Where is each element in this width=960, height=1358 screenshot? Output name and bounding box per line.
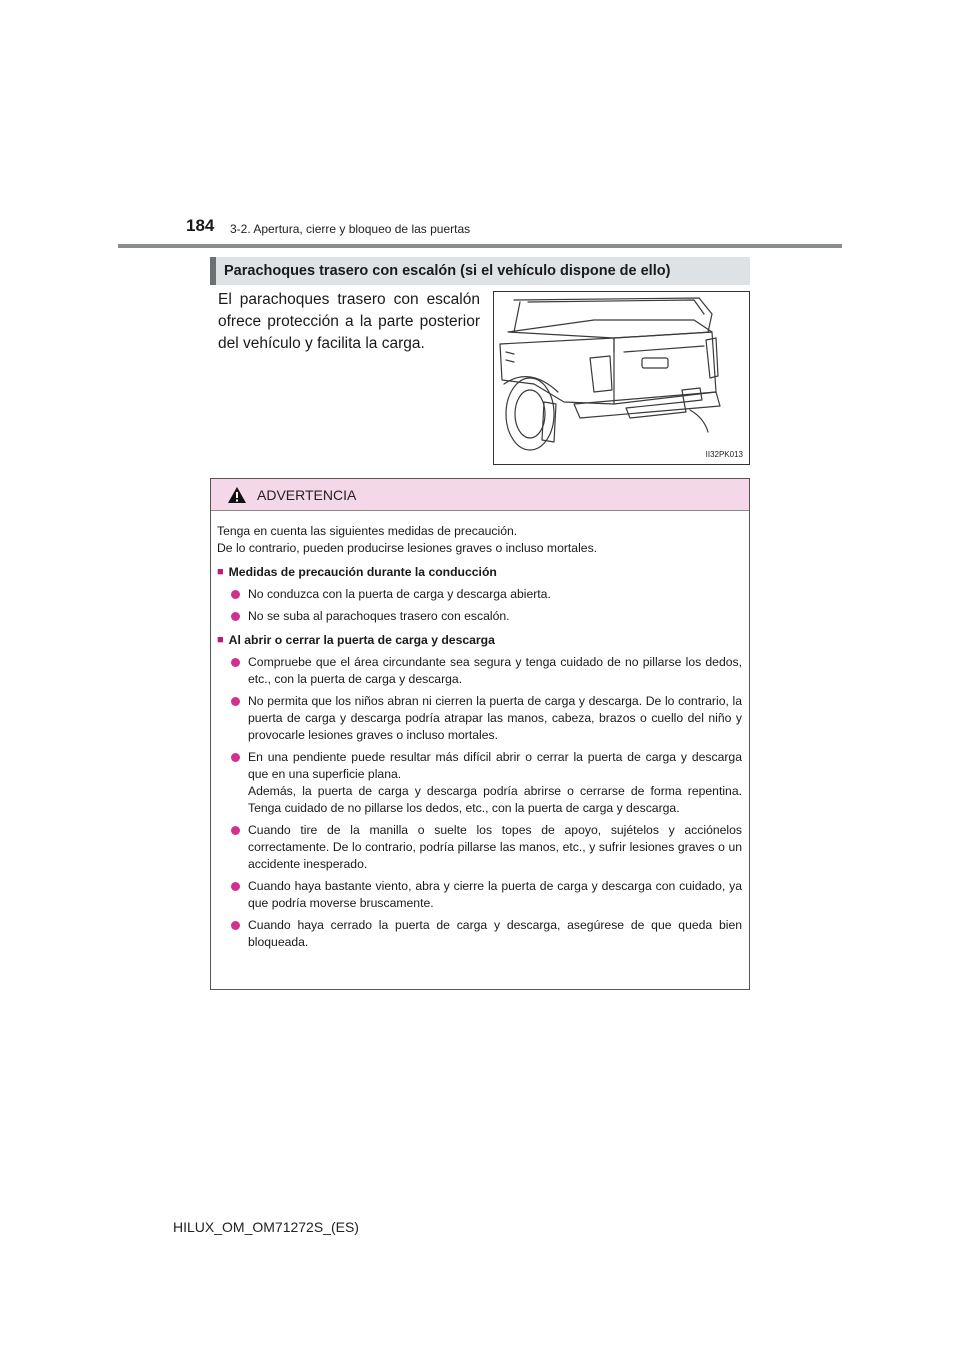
- warning-triangle-icon: [227, 486, 247, 504]
- warning-item: [217, 917, 742, 951]
- warning-item-text: No se suba al parachoques trasero con escalón.: [248, 609, 510, 623]
- warning-item: [217, 654, 742, 688]
- warning-item-text: Cuando haya bastante viento, abra y cierre la puerta de carga y descarga con cuidado, ya que podría moverse bruscamente.: [248, 879, 742, 910]
- warning-item-text: Cuando tire de la manilla o suelte los topes de apoyo, sujételos y acciónelos correctamente. De lo contrario, podría pillarse las manos, etc., y sufrir lesiones graves o un accidente inesperado.: [248, 823, 742, 871]
- warning-item: [217, 693, 742, 744]
- warning-item: [217, 822, 742, 873]
- square-bullet-icon: ■: [217, 566, 224, 578]
- document-code: HILUX_OM_OM71272S_(ES): [173, 1219, 359, 1235]
- warning-subheading: [217, 564, 742, 581]
- header-rule: [118, 244, 842, 248]
- circle-bullet-icon: [231, 590, 240, 599]
- pickup-rear-drawing: [494, 292, 749, 464]
- warning-item-text: En una pendiente puede resultar más difícil abrir o cerrar la puerta de carga y descarga que en una superficie plana. Además, la puerta de carga y descarga podría abrirse o cerrarse de forma repentina. Tenga cuidado de no pillarse los dedos, etc., con la puerta de carga y descarga.: [248, 750, 742, 815]
- circle-bullet-icon: [231, 921, 240, 930]
- warning-item-text: Cuando haya cerrado la puerta de carga y descarga, asegúrese de que queda bien bloqueada.: [248, 918, 742, 949]
- warning-body: [211, 511, 749, 951]
- warning-item-text: No conduzca con la puerta de carga y descarga abierta.: [248, 587, 551, 601]
- square-bullet-icon: ■: [217, 634, 224, 646]
- section-intro: El parachoques trasero con escalón ofrece protección a la parte posterior del vehículo y facilita la carga.: [218, 291, 480, 352]
- circle-bullet-icon: [231, 658, 240, 667]
- warning-item: [217, 608, 742, 625]
- section-path: 3-2. Apertura, cierre y bloqueo de las puertas: [230, 222, 471, 236]
- warning-intro-line: Tenga en cuenta las siguientes medidas de precaución.: [217, 524, 518, 538]
- circle-bullet-icon: [231, 697, 240, 706]
- circle-bullet-icon: [231, 753, 240, 762]
- warning-item: [217, 586, 742, 603]
- warning-item: [217, 878, 742, 912]
- circle-bullet-icon: [231, 826, 240, 835]
- truck-rear-step-bumper-illustration: [493, 291, 750, 465]
- warning-item-text: Compruebe que el área circundante sea segura y tenga cuidado de no pillarse los dedos, etc., con la puerta de carga y descarga.: [248, 655, 742, 686]
- subheading-text: Al abrir o cerrar la puerta de carga y descarga: [228, 633, 495, 647]
- warning-title: ADVERTENCIA: [257, 486, 357, 503]
- warning-item-text: No permita que los niños abran ni cierren la puerta de carga y descarga. De lo contrario, la puerta de carga y descarga podría atrapar las manos, cabeza, brazos o cuello del niño y provocarle lesiones graves o incluso mortales.: [248, 694, 742, 742]
- circle-bullet-icon: [231, 882, 240, 891]
- warning-header: [211, 479, 749, 511]
- page-number: 184: [186, 216, 215, 235]
- warning-subheading: [217, 632, 742, 649]
- circle-bullet-icon: [231, 612, 240, 621]
- section-title: Parachoques trasero con escalón (si el vehículo dispone de ello): [224, 263, 671, 279]
- warning-item: [217, 749, 742, 817]
- section-title-bar: [210, 257, 750, 285]
- figure-code: II32PK013: [705, 450, 743, 459]
- warning-box: [210, 478, 750, 990]
- warning-intro-line: De lo contrario, pueden producirse lesiones graves o incluso mortales.: [217, 541, 598, 555]
- subheading-text: Medidas de precaución durante la conducción: [228, 565, 497, 579]
